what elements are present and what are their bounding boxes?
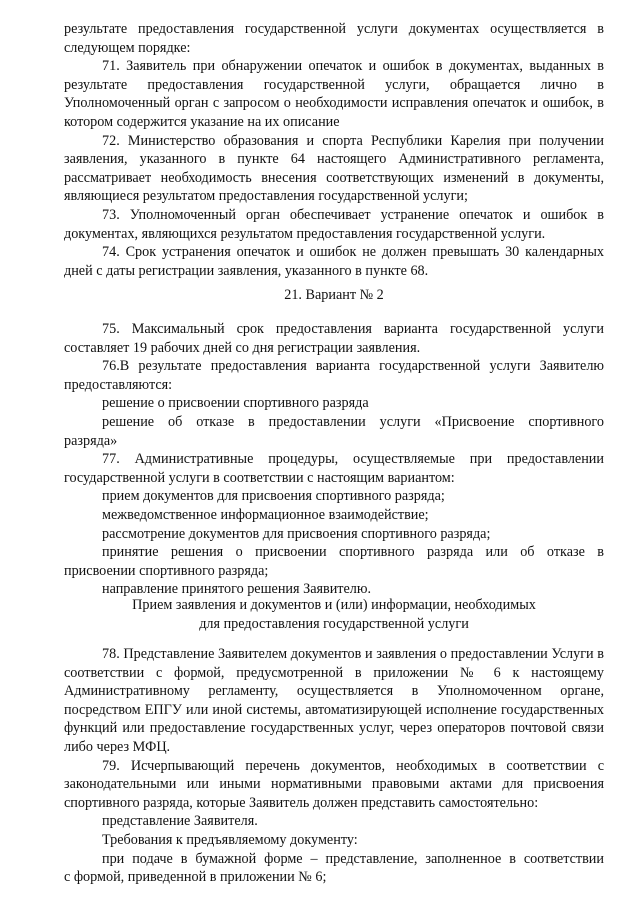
list-item: рассмотрение документов для присвоения спортивного разряда; — [102, 525, 491, 542]
paragraph-78: 78. Представление Заявителем документов и заявления о предоставлении Услуги в соответствии с формой, предусмотренной в приложении № 6 к настоящему Административному регламенту, осуществляется в Уполномоченном органе, посредством ЕПГУ или иной системы, автоматизирующей исполнение государственных функций или предоставление государственных услуг, через операторов почтовой связи либо через МФЦ. — [64, 646, 604, 755]
text-line: результате предоставления государственной услуги документах осуществляется в — [64, 21, 604, 37]
paragraph-75: 75. Максимальный срок предоставления варианта государственной услуги составляет 19 рабочих дней со дня регистрации заявления. — [64, 321, 604, 356]
text-block-bottom — [64, 645, 604, 887]
paragraph-71: 71. Заявитель при обнаружении опечаток и ошибок в документах, выданных в результате предоставления государственной услуги, обращается лично в Уполномоченный орган с запросом о необходимости исправления опечаток и ошибок, в котором содержится указание на их описание — [64, 58, 604, 130]
list-item: при подаче в бумажной форме – представление, заполненное в соответствии — [102, 850, 604, 867]
text-line: следующем порядке: — [64, 39, 191, 56]
list-item: прием документов для присвоения спортивного разряда; — [102, 488, 445, 505]
paragraph-73: 73. Уполномоченный орган обеспечивает устранение опечаток и ошибок в документах, являющихся результатом предоставления государственной услуги. — [64, 206, 604, 242]
subsection-heading-line: для предоставления государственной услуги — [199, 615, 469, 632]
paragraph-72: 72. Министерство образования и спорта Республики Карелия при получении заявления, указанного в пункте 64 настоящего Административного регламента, рассматривает необходимость внесения соответствующих изменений в документы, являющиеся результатом предоставления государственной услуги; — [64, 132, 604, 205]
list-item: принятие решения о присвоении спортивного разряда или об отказе в — [102, 544, 604, 561]
list-item: решение об отказе в предоставлении услуги «Присвоение спортивного — [102, 413, 604, 430]
paragraph-77: 77. Административные процедуры, осуществляемые при предоставлении государственной услуги в соответствии с настоящим вариантом: — [64, 451, 604, 486]
list-item-continued: разряда» — [64, 432, 118, 449]
text-block-top — [64, 20, 604, 280]
paragraph-74: 74. Срок устранения опечаток и ошибок не должен превышать 30 календарных дней с даты регистрации заявления, указанного в пункте 68. — [64, 244, 604, 279]
list-item-continued: с формой, приведенной в приложении № 6; — [64, 869, 327, 886]
list-item: решение о присвоении спортивного разряда — [102, 395, 369, 412]
text-block-variant2 — [64, 320, 604, 599]
list-item: Требования к предъявляемому документу: — [102, 831, 358, 848]
list-item-continued: присвоении спортивного разряда; — [64, 562, 269, 579]
list-item: направление принятого решения Заявителю. — [102, 581, 372, 598]
paragraph-79: 79. Исчерпывающий перечень документов, необходимых в соответствии с законодательными или иными нормативными правовыми актами для присвоения спортивного разряда, которые Заявитель должен представить самостоятельно: — [64, 757, 604, 811]
subsection-heading-wrap — [64, 596, 604, 633]
list-item: представление Заявителя. — [102, 813, 258, 830]
section-21-heading-wrap — [64, 286, 604, 305]
list-item: межведомственное информационное взаимодействие; — [102, 506, 429, 523]
section-heading: 21. Вариант № 2 — [284, 287, 384, 303]
paragraph-76: 76.В результате предоставления варианта государственной услуги Заявителю предоставляются: — [64, 358, 604, 393]
subsection-heading-line: Прием заявления и документов и (или) информации, необходимых — [132, 597, 536, 613]
